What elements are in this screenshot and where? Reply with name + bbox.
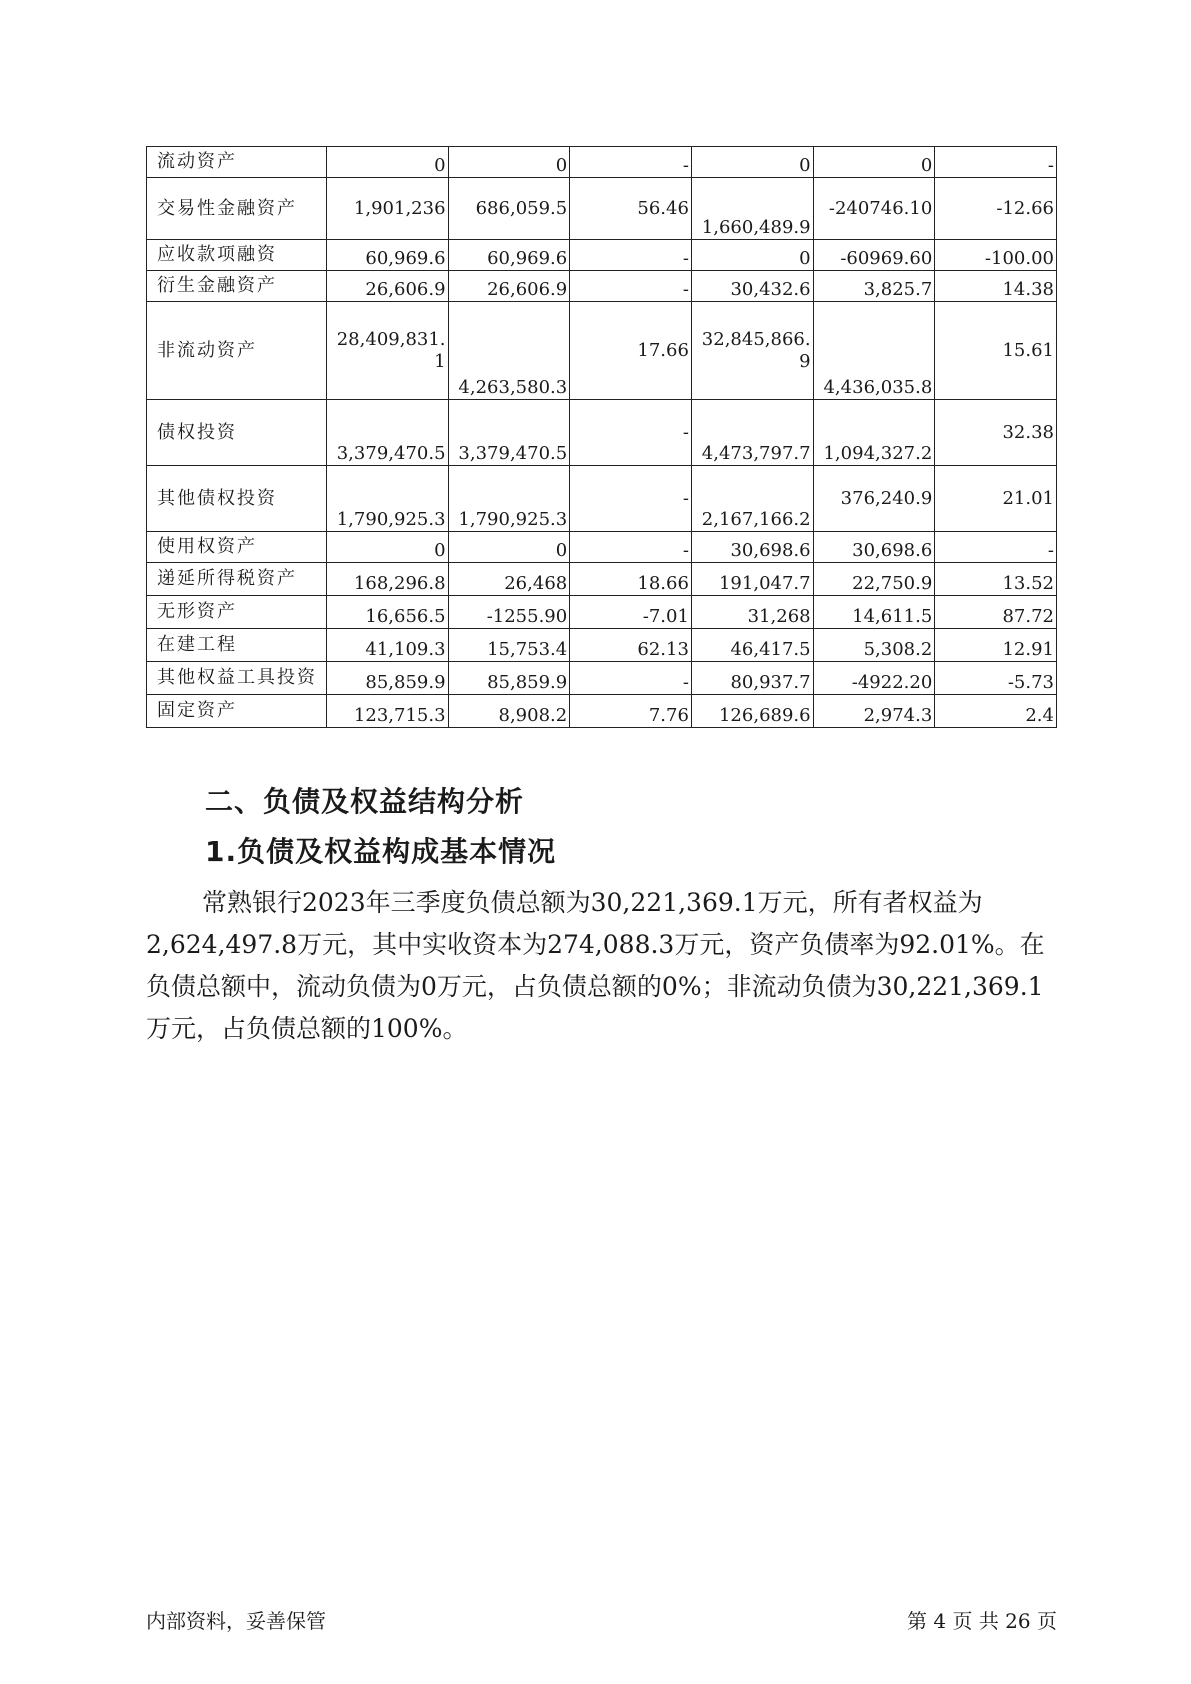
cell: 1,094,327.2 bbox=[813, 400, 935, 466]
cell: - bbox=[570, 466, 692, 532]
cell: 31,268 bbox=[691, 596, 813, 629]
cell: 2.4 bbox=[935, 695, 1057, 728]
table-row bbox=[147, 466, 1057, 532]
cell: 32.38 bbox=[935, 400, 1057, 466]
row-label: 其他权益工具投资 bbox=[147, 662, 327, 695]
cell: 4,263,580.3 bbox=[448, 302, 570, 400]
cell: 22,750.9 bbox=[813, 563, 935, 596]
cell: -100.00 bbox=[935, 240, 1057, 271]
cell: 0 bbox=[326, 147, 448, 178]
row-label: 固定资产 bbox=[147, 695, 327, 728]
cell: -5.73 bbox=[935, 662, 1057, 695]
cell: - bbox=[570, 662, 692, 695]
cell: -60969.60 bbox=[813, 240, 935, 271]
cell: - bbox=[570, 240, 692, 271]
cell: 123,715.3 bbox=[326, 695, 448, 728]
cell: 13.52 bbox=[935, 563, 1057, 596]
cell: 3,825.7 bbox=[813, 271, 935, 302]
cell: 60,969.6 bbox=[448, 240, 570, 271]
asset-table bbox=[146, 146, 1057, 728]
cell: 1,901,236 bbox=[326, 178, 448, 240]
cell: 15,753.4 bbox=[448, 629, 570, 662]
cell: 26,606.9 bbox=[326, 271, 448, 302]
row-label: 债权投资 bbox=[147, 400, 327, 466]
section-heading: 二、负债及权益结构分析 bbox=[205, 785, 525, 818]
row-label: 递延所得税资产 bbox=[147, 563, 327, 596]
cell: 14.38 bbox=[935, 271, 1057, 302]
cell: 21.01 bbox=[935, 466, 1057, 532]
row-label: 其他债权投资 bbox=[147, 466, 327, 532]
row-label: 使用权资产 bbox=[147, 532, 327, 563]
table-row bbox=[147, 400, 1057, 466]
cell: 14,611.5 bbox=[813, 596, 935, 629]
cell: 191,047.7 bbox=[691, 563, 813, 596]
cell: 686,059.5 bbox=[448, 178, 570, 240]
row-label: 无形资产 bbox=[147, 596, 327, 629]
cell: 4,436,035.8 bbox=[813, 302, 935, 400]
cell: 0 bbox=[326, 532, 448, 563]
cell: 56.46 bbox=[570, 178, 692, 240]
cell: -240746.10 bbox=[813, 178, 935, 240]
cell: 41,109.3 bbox=[326, 629, 448, 662]
table-row bbox=[147, 302, 1057, 400]
cell: 8,908.2 bbox=[448, 695, 570, 728]
cell: -12.66 bbox=[935, 178, 1057, 240]
cell: 2,974.3 bbox=[813, 695, 935, 728]
cell: - bbox=[570, 147, 692, 178]
cell: 0 bbox=[813, 147, 935, 178]
cell: 12.91 bbox=[935, 629, 1057, 662]
table-row bbox=[147, 596, 1057, 629]
table-row bbox=[147, 629, 1057, 662]
cell: 4,473,797.7 bbox=[691, 400, 813, 466]
cell: -7.01 bbox=[570, 596, 692, 629]
cell: 126,689.6 bbox=[691, 695, 813, 728]
cell: - bbox=[570, 271, 692, 302]
cell: - bbox=[935, 532, 1057, 563]
cell: -1255.90 bbox=[448, 596, 570, 629]
cell: 85,859.9 bbox=[448, 662, 570, 695]
cell: 15.61 bbox=[935, 302, 1057, 400]
row-label: 应收款项融资 bbox=[147, 240, 327, 271]
cell: 80,937.7 bbox=[691, 662, 813, 695]
row-label: 衍生金融资产 bbox=[147, 271, 327, 302]
table-row bbox=[147, 695, 1057, 728]
cell: 60,969.6 bbox=[326, 240, 448, 271]
footer-page-number: 第 4 页 共 26 页 bbox=[907, 1609, 1057, 1633]
cell: 87.72 bbox=[935, 596, 1057, 629]
table-row bbox=[147, 147, 1057, 178]
cell: 0 bbox=[448, 532, 570, 563]
cell: 1,790,925.3 bbox=[448, 466, 570, 532]
table-row bbox=[147, 532, 1057, 563]
cell: 3,379,470.5 bbox=[448, 400, 570, 466]
cell: 30,698.6 bbox=[813, 532, 935, 563]
cell: 17.66 bbox=[570, 302, 692, 400]
cell: 0 bbox=[448, 147, 570, 178]
cell: 30,432.6 bbox=[691, 271, 813, 302]
footer-confidential: 内部资料，妥善保管 bbox=[146, 1609, 326, 1633]
table-row bbox=[147, 563, 1057, 596]
table-row bbox=[147, 240, 1057, 271]
table-row bbox=[147, 178, 1057, 240]
paragraph-text: 常熟银行2023年三季度负债总额为30,221,369.1万元，所有者权益为2,624,497.8万元，其中实收资本为274,088.3万元，资产负债率为92.01%。在负债总额中，流动负债为0万元，占负债总额的0%；非流动负债为30,221,369.1万元，占负债总额的100%。 bbox=[146, 888, 1045, 1043]
table-row bbox=[147, 271, 1057, 302]
subsection-heading: 1.负债及权益构成基本情况 bbox=[205, 835, 557, 868]
cell: 5,308.2 bbox=[813, 629, 935, 662]
cell: 32,845,866. 9 bbox=[691, 302, 813, 400]
cell: 26,606.9 bbox=[448, 271, 570, 302]
cell: 168,296.8 bbox=[326, 563, 448, 596]
cell: - bbox=[570, 532, 692, 563]
cell: 16,656.5 bbox=[326, 596, 448, 629]
row-label: 在建工程 bbox=[147, 629, 327, 662]
cell: 0 bbox=[691, 147, 813, 178]
row-label: 流动资产 bbox=[147, 147, 327, 178]
row-label: 交易性金融资产 bbox=[147, 178, 327, 240]
cell: 376,240.9 bbox=[813, 466, 935, 532]
body-paragraph bbox=[146, 882, 1066, 1050]
row-label: 非流动资产 bbox=[147, 302, 327, 400]
cell: 3,379,470.5 bbox=[326, 400, 448, 466]
cell: 46,417.5 bbox=[691, 629, 813, 662]
cell: 85,859.9 bbox=[326, 662, 448, 695]
cell: 1,660,489.9 bbox=[691, 178, 813, 240]
cell: 28,409,831. 1 bbox=[326, 302, 448, 400]
cell: 0 bbox=[691, 240, 813, 271]
cell: 26,468 bbox=[448, 563, 570, 596]
cell: - bbox=[570, 400, 692, 466]
cell: 30,698.6 bbox=[691, 532, 813, 563]
table-row bbox=[147, 662, 1057, 695]
cell: -4922.20 bbox=[813, 662, 935, 695]
cell: 7.76 bbox=[570, 695, 692, 728]
cell: - bbox=[935, 147, 1057, 178]
cell: 1,790,925.3 bbox=[326, 466, 448, 532]
cell: 62.13 bbox=[570, 629, 692, 662]
cell: 2,167,166.2 bbox=[691, 466, 813, 532]
cell: 18.66 bbox=[570, 563, 692, 596]
